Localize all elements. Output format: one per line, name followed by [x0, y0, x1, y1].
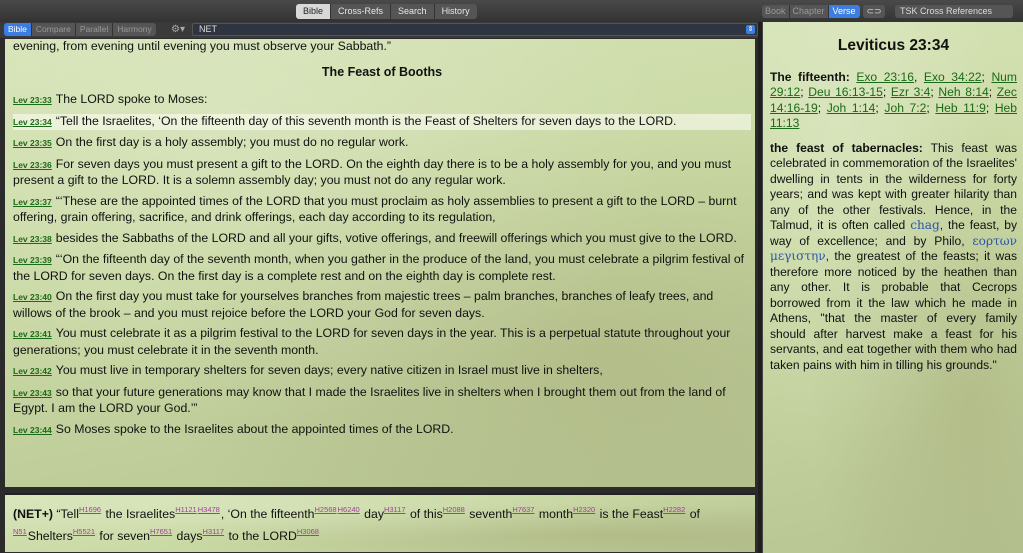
version-select[interactable]	[192, 23, 758, 36]
greek-phrase: εορτων μεγιστην	[770, 233, 1017, 263]
strongs-number-link[interactable]: H7637	[512, 505, 535, 514]
strongs-number-link[interactable]: H2320	[573, 505, 596, 514]
strongs-number-link[interactable]: H2568	[314, 505, 337, 514]
verse-ref-link[interactable]: Lev 23:43	[13, 387, 52, 398]
verse-ref-link[interactable]: Lev 23:41	[13, 329, 52, 339]
strongs-number-link[interactable]: H3068	[296, 527, 319, 536]
verse-ref-link[interactable]: Lev 23:33	[13, 95, 52, 105]
strongs-word: , ‘On the fifteenth	[220, 507, 315, 521]
xref-link[interactable]: Exo 23:16	[856, 69, 914, 84]
verse-ref-link[interactable]: Lev 23:39	[13, 255, 52, 265]
verse-text: “‘These are the appointed times of the LORD that you must proclaim as holy assemblies to present a gift to the LORD – burnt offering, grain offering, sacrifice, and drink offerings, each day according to its regulation,	[13, 193, 737, 224]
verse-ref-link[interactable]: Lev 23:44	[13, 424, 52, 435]
strongs-word: the Israelites	[105, 507, 176, 521]
xref-link[interactable]: Joh 7:2	[884, 100, 927, 115]
strongs-word: of	[689, 507, 700, 521]
verse-ref-link[interactable]: Lev 23:35	[13, 138, 52, 148]
strongs-number-link[interactable]: H7651	[150, 527, 173, 536]
verse-ref-link[interactable]: Lev 23:34	[13, 116, 52, 127]
tab-history[interactable]: History	[435, 4, 477, 19]
verse-text: So Moses spoke to the Israelites about the appointed times of the LORD.	[55, 421, 454, 436]
strongs-text	[5, 495, 755, 545]
verse-row	[13, 422, 751, 439]
verse-text: The LORD spoke to Moses:	[55, 92, 208, 106]
strongs-word: Shelters	[27, 529, 73, 543]
tsk-pane[interactable]	[762, 22, 1023, 553]
strongs-version-label: (NET+)	[13, 507, 53, 521]
tab-bible[interactable]: Bible	[296, 4, 331, 19]
xref-link[interactable]: Num 29:12	[770, 69, 1017, 99]
top-toolbar	[0, 0, 1023, 23]
strongs-word: month	[538, 507, 574, 521]
xref-link[interactable]: Zec 14:16-19	[770, 85, 1017, 115]
tab-cross-refs[interactable]: Cross-Refs	[331, 4, 391, 19]
tsk-entry-feast	[770, 141, 1017, 374]
strongs-number-link[interactable]: H3478	[197, 505, 220, 514]
tab-chapter[interactable]: Chapter	[790, 5, 829, 18]
verse-text: “‘On the fifteenth day of the seventh month, when you gather in the produce of the land, you must celebrate a pilgrim festival of the LORD for seven days. On the first day is a complete rest and on the eighth day is complete rest.	[13, 252, 745, 283]
xref-link[interactable]: Heb 11:13	[770, 100, 1017, 130]
verse-row	[13, 194, 751, 226]
strongs-word: is the Feast	[599, 507, 664, 521]
xref-link[interactable]: Ezr 3:4	[890, 85, 931, 99]
tsk-cross-references-selector[interactable]: TSK Cross References	[895, 5, 1013, 18]
verse-row	[13, 135, 751, 152]
mode-compare[interactable]: Compare	[32, 23, 76, 36]
xref-link[interactable]: Heb 11:9	[935, 100, 986, 115]
xref-link[interactable]: Exo 34:22	[923, 69, 982, 84]
verse-text: You must celebrate it as a pilgrim festival to the LORD for seven days in the year. This is a perpetual statute throughout your generations; you must celebrate it in the seventh month.	[13, 326, 731, 357]
xref-link[interactable]: Neh 8:14	[938, 85, 989, 99]
verse-ref-link[interactable]: Lev 23:40	[13, 292, 52, 302]
tsk-note-text: This feast was celebrated in commemoration of the Israelites' dwelling in tents in the wilderness for forty years; and was kept with greater hilarity than any of the other festivals. Hence, in the Talmud, it is often called	[770, 140, 1017, 232]
verse-row	[13, 363, 751, 380]
verse-text: You must live in temporary shelters for seven days; every native citizen in Israel must live in shelters,	[55, 363, 603, 377]
link-icon[interactable]: ⊂⊃	[863, 5, 885, 18]
strongs-pane[interactable]	[4, 493, 756, 553]
verse-row	[13, 157, 751, 189]
strongs-word: seventh	[469, 507, 513, 521]
verse-row-selected	[13, 114, 751, 131]
verse-row	[13, 326, 751, 358]
verse-text: On the first day you must take for yourselves branches from majestic trees – palm branches, branches of leafy trees, and willows of the brook – and you must rejoice before the LORD your God for seven days.	[13, 289, 714, 320]
verse-ref-link[interactable]: Lev 23:42	[13, 366, 52, 376]
mode-parallel[interactable]: Parallel	[76, 23, 113, 36]
verse-row	[13, 231, 751, 248]
strongs-word: of this	[409, 507, 443, 521]
verse-text: “Tell the Israelites, ‘On the fifteenth day of this seventh month is the Feast of Shelters for seven days to the LORD.	[55, 113, 677, 128]
strongs-number-link[interactable]: H2088	[442, 505, 465, 514]
verse-row	[13, 92, 751, 109]
tab-book[interactable]: Book	[762, 5, 790, 18]
strongs-number-link[interactable]: H3117	[202, 527, 225, 536]
strongs-word: “Tell	[56, 507, 79, 521]
verse-ref-link[interactable]: Lev 23:38	[13, 233, 52, 244]
previous-verse-tail: evening, from evening until evening you must observe your Sabbath.”	[13, 39, 392, 53]
strongs-word: days	[176, 529, 203, 543]
main-tab-group	[296, 4, 477, 19]
strongs-word: to the LORD	[228, 529, 297, 543]
verse-text: On the first day is a holy assembly; you must do no regular work.	[55, 135, 409, 149]
strongs-number-link[interactable]: N51	[13, 527, 27, 536]
mode-harmony[interactable]: Harmony	[113, 23, 155, 36]
strongs-number-link[interactable]: H6240	[337, 505, 360, 514]
version-value: NET	[199, 24, 217, 34]
gear-icon[interactable]: ⚙▾	[171, 24, 185, 35]
strongs-number-link[interactable]: H1696	[78, 505, 102, 514]
tsk-entry-fifteenth: The fifteenth: Exo 23:16, Exo 34:22; Num 29:12; Deu 16:13-15; Ezr 3:4; Neh 8:14; Zec 14:16-19; Joh 1:14; Joh 7:2; Heb 11:9; Heb 11:13	[770, 69, 1017, 130]
view-mode-group	[4, 23, 156, 36]
scope-tab-group	[762, 5, 860, 18]
tsk-verse-title: Leviticus 23:34	[837, 37, 950, 54]
bible-text-pane[interactable]	[4, 38, 756, 488]
verse-text: For seven days you must present a gift to the LORD. On the eighth day there is to be a holy assembly for you, and you must present a gift to the LORD. It is a solemn assembly day; you must not do any regular work.	[13, 156, 732, 187]
xref-link[interactable]: Joh 1:14	[826, 100, 876, 115]
strongs-number-link[interactable]: H2282	[663, 505, 686, 514]
tab-search[interactable]: Search	[391, 4, 435, 19]
tsk-note-text: , the greatest of the feasts; it was therefore more noticed by the heathen than any other. It is probable that Cecrops borrowed from it the law which he made in Athens, "that the master of every family should after harvest make a feast for his servants, and eat together with them who had taken pains with him in tilling his grounds."	[770, 249, 1017, 372]
section-heading: The Feast of Booths	[321, 64, 443, 79]
chevron-updown-icon: ⇕	[747, 26, 754, 33]
xref-link[interactable]: Deu 16:13-15	[808, 85, 883, 99]
tab-verse[interactable]: Verse	[829, 5, 860, 18]
verse-row	[13, 289, 751, 321]
verse-ref-link[interactable]: Lev 23:37	[13, 196, 52, 207]
verse-text: besides the Sabbaths of the LORD and all your gifts, votive offerings, and freewill offerings which you must give to the LORD.	[55, 230, 737, 245]
strongs-number-link[interactable]: H1121	[175, 505, 197, 514]
tsk-entry-label: the feast of tabernacles:	[770, 140, 923, 155]
verse-row	[13, 385, 751, 417]
tsk-entry-label: The fifteenth:	[770, 69, 850, 84]
strongs-number-link[interactable]: H3117	[383, 505, 406, 514]
verse-row	[13, 252, 751, 284]
verse-ref-link[interactable]: Lev 23:36	[13, 159, 52, 170]
strongs-word: for seven	[99, 529, 151, 543]
mode-bible[interactable]: Bible	[4, 23, 32, 36]
hebrew-transliteration: chag	[910, 218, 940, 232]
strongs-number-link[interactable]: H5521	[72, 527, 95, 536]
verse-text: so that your future generations may know that I made the Israelites live in shelters when I brought them out from the land of Egypt. I am the LORD your God.’”	[13, 384, 726, 415]
strongs-word: day	[364, 507, 384, 521]
tsk-note-text: , the feast, by way of excellence; and by Philo,	[770, 218, 1017, 248]
